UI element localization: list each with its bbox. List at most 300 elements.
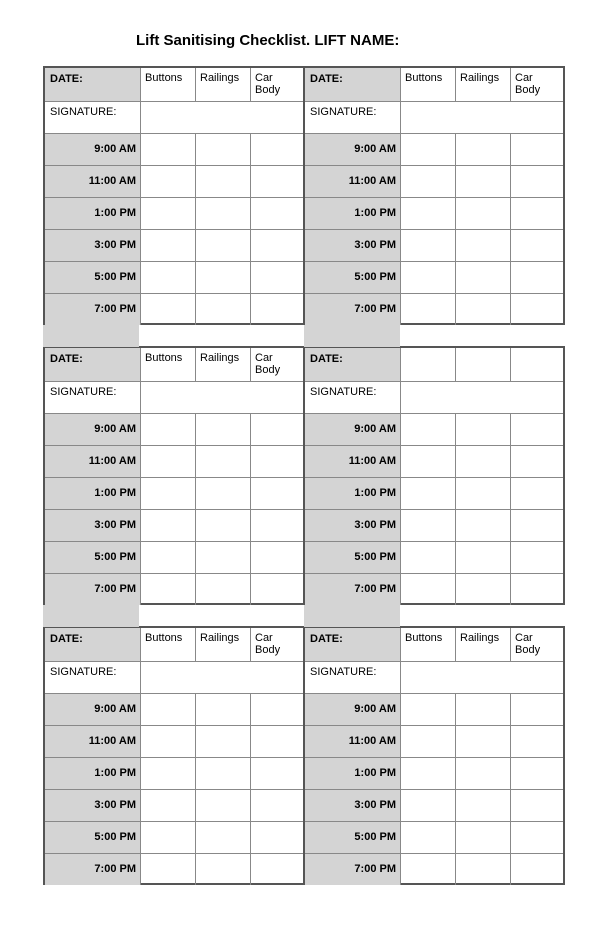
column-header-label: Railings [460, 632, 500, 644]
time-row [45, 478, 303, 510]
check-box-cell[interactable] [251, 758, 304, 789]
check-box-cell[interactable] [141, 574, 196, 605]
column-header-cell [196, 628, 251, 661]
checklist-table-left [43, 626, 304, 885]
check-box-cell[interactable] [251, 198, 304, 229]
time-cell [305, 198, 401, 229]
time-row [45, 198, 303, 230]
time-row [305, 854, 563, 885]
time-cell [45, 694, 141, 725]
time-row [305, 726, 563, 758]
check-box-cell[interactable] [401, 758, 456, 789]
time-cell [305, 854, 401, 885]
time-cell [45, 790, 141, 821]
date-label: DATE: [310, 73, 343, 85]
date-cell[interactable] [305, 348, 401, 381]
check-box-cell[interactable] [511, 414, 564, 445]
checklist-block [43, 626, 565, 885]
column-header-cell [401, 348, 456, 381]
column-header-label: Buttons [405, 632, 443, 644]
check-box-cell[interactable] [196, 414, 251, 445]
time-row [45, 134, 303, 166]
check-box-cell[interactable] [251, 854, 304, 885]
time-label: 11:00 AM [88, 735, 136, 747]
check-box-cell[interactable] [511, 166, 564, 197]
signature-label: SIGNATURE: [310, 666, 377, 678]
page-title: Lift Sanitising Checklist. LIFT NAME: [136, 32, 400, 49]
check-box-cell[interactable] [196, 294, 251, 325]
time-row [305, 166, 563, 198]
signature-cell [45, 102, 141, 133]
date-cell[interactable] [305, 628, 401, 661]
check-box-cell[interactable] [511, 822, 564, 853]
time-label: 5:00 PM [94, 271, 136, 283]
check-box-cell[interactable] [456, 790, 511, 821]
check-box-cell[interactable] [196, 822, 251, 853]
check-box-cell[interactable] [456, 230, 511, 261]
time-row [45, 230, 303, 262]
time-label: 11:00 AM [348, 175, 396, 187]
check-box-cell[interactable] [141, 694, 196, 725]
signature-field[interactable] [401, 382, 564, 413]
time-cell [305, 822, 401, 853]
check-box-cell[interactable] [141, 510, 196, 541]
time-row [305, 294, 563, 325]
column-header-label: Car Body [255, 72, 281, 96]
checklist-table-left [43, 66, 304, 325]
time-cell [45, 478, 141, 509]
check-box-cell[interactable] [511, 478, 564, 509]
time-row [305, 134, 563, 166]
check-box-cell[interactable] [511, 198, 564, 229]
header-row [45, 628, 303, 662]
signature-row [305, 382, 563, 414]
check-box-cell[interactable] [401, 262, 456, 293]
time-label: 5:00 PM [354, 831, 396, 843]
check-box-cell[interactable] [251, 542, 304, 573]
date-label: DATE: [310, 353, 343, 365]
time-cell [305, 510, 401, 541]
check-box-cell[interactable] [401, 478, 456, 509]
checklist-block [43, 66, 565, 325]
time-row [45, 414, 303, 446]
signature-cell [305, 102, 401, 133]
column-header-label: Car Body [255, 632, 281, 656]
spacer-strip [43, 605, 139, 627]
time-cell [305, 758, 401, 789]
time-label: 9:00 AM [94, 703, 136, 715]
time-label: 9:00 AM [354, 703, 396, 715]
signature-field[interactable] [401, 662, 564, 693]
time-label: 11:00 AM [348, 735, 396, 747]
time-label: 3:00 PM [94, 799, 136, 811]
header-row [305, 348, 563, 382]
time-label: 5:00 PM [94, 831, 136, 843]
column-header-cell [196, 348, 251, 381]
check-box-cell[interactable] [251, 166, 304, 197]
check-box-cell[interactable] [251, 694, 304, 725]
time-row [45, 510, 303, 542]
check-box-cell[interactable] [511, 294, 564, 325]
time-row [45, 790, 303, 822]
time-label: 5:00 PM [94, 551, 136, 563]
time-cell [45, 726, 141, 757]
check-box-cell[interactable] [511, 510, 564, 541]
time-row [305, 758, 563, 790]
time-row [305, 414, 563, 446]
time-label: 9:00 AM [354, 423, 396, 435]
check-box-cell[interactable] [196, 166, 251, 197]
check-box-cell[interactable] [456, 822, 511, 853]
time-label: 1:00 PM [354, 767, 396, 779]
signature-label: SIGNATURE: [310, 386, 377, 398]
time-row [45, 822, 303, 854]
check-box-cell[interactable] [251, 230, 304, 261]
time-label: 7:00 PM [354, 583, 396, 595]
time-cell [45, 198, 141, 229]
check-box-cell[interactable] [141, 198, 196, 229]
date-label: DATE: [310, 633, 343, 645]
date-label: DATE: [50, 73, 83, 85]
check-box-cell[interactable] [511, 446, 564, 477]
time-row [305, 198, 563, 230]
signature-field[interactable] [141, 382, 304, 413]
column-header-cell [511, 348, 564, 381]
check-box-cell[interactable] [141, 166, 196, 197]
check-box-cell[interactable] [511, 574, 564, 605]
time-label: 3:00 PM [94, 239, 136, 251]
header-row [45, 348, 303, 382]
check-box-cell[interactable] [251, 822, 304, 853]
column-header-cell [141, 348, 196, 381]
check-box-cell[interactable] [196, 198, 251, 229]
check-box-cell[interactable] [196, 510, 251, 541]
check-box-cell[interactable] [511, 134, 564, 165]
check-box-cell[interactable] [456, 198, 511, 229]
check-box-cell[interactable] [456, 726, 511, 757]
time-cell [305, 446, 401, 477]
time-cell [305, 230, 401, 261]
time-row [305, 822, 563, 854]
time-label: 3:00 PM [94, 519, 136, 531]
time-row [45, 694, 303, 726]
check-box-cell[interactable] [251, 446, 304, 477]
column-header-cell [251, 348, 304, 381]
signature-cell [305, 382, 401, 413]
time-label: 7:00 PM [94, 863, 136, 875]
time-cell [45, 414, 141, 445]
signature-cell [45, 382, 141, 413]
time-label: 1:00 PM [94, 487, 136, 499]
time-label: 9:00 AM [354, 143, 396, 155]
column-header-label: Railings [460, 72, 500, 84]
time-cell [45, 446, 141, 477]
signature-row [45, 662, 303, 694]
time-label: 5:00 PM [354, 271, 396, 283]
column-header-label: Buttons [145, 352, 183, 364]
checklist-table-left [43, 346, 304, 605]
check-box-cell[interactable] [401, 574, 456, 605]
check-box-cell[interactable] [401, 694, 456, 725]
time-label: 1:00 PM [354, 207, 396, 219]
check-box-cell[interactable] [141, 446, 196, 477]
time-cell [45, 134, 141, 165]
check-box-cell[interactable] [511, 854, 564, 885]
spacer-strip [304, 325, 400, 347]
check-box-cell[interactable] [456, 478, 511, 509]
check-box-cell[interactable] [401, 446, 456, 477]
check-box-cell[interactable] [251, 414, 304, 445]
time-label: 11:00 AM [88, 175, 136, 187]
time-label: 7:00 PM [94, 583, 136, 595]
check-box-cell[interactable] [401, 542, 456, 573]
check-box-cell[interactable] [251, 478, 304, 509]
check-box-cell[interactable] [401, 510, 456, 541]
check-box-cell[interactable] [251, 510, 304, 541]
column-header-cell [456, 348, 511, 381]
check-box-cell[interactable] [456, 574, 511, 605]
time-cell [305, 134, 401, 165]
column-header-label: Buttons [145, 632, 183, 644]
time-row [305, 790, 563, 822]
signature-label: SIGNATURE: [50, 386, 117, 398]
column-header-label: Car Body [515, 632, 541, 656]
time-row [45, 854, 303, 885]
signature-label: SIGNATURE: [310, 106, 377, 118]
check-box-cell[interactable] [511, 542, 564, 573]
check-box-cell[interactable] [196, 854, 251, 885]
check-box-cell[interactable] [401, 790, 456, 821]
check-box-cell[interactable] [401, 414, 456, 445]
checklist-table-right [304, 626, 565, 885]
check-box-cell[interactable] [456, 294, 511, 325]
check-box-cell[interactable] [251, 574, 304, 605]
time-label: 3:00 PM [354, 239, 396, 251]
check-box-cell[interactable] [141, 790, 196, 821]
check-box-cell[interactable] [456, 510, 511, 541]
time-row [305, 262, 563, 294]
check-box-cell[interactable] [456, 854, 511, 885]
time-row [305, 478, 563, 510]
column-header-cell [511, 628, 564, 661]
time-cell [305, 574, 401, 605]
time-label: 7:00 PM [354, 863, 396, 875]
time-label: 3:00 PM [354, 799, 396, 811]
check-box-cell[interactable] [141, 726, 196, 757]
column-header-label: Railings [200, 72, 240, 84]
column-header-cell [401, 68, 456, 101]
time-label: 7:00 PM [94, 303, 136, 315]
check-box-cell[interactable] [141, 854, 196, 885]
header-row [305, 68, 563, 102]
time-cell [305, 694, 401, 725]
time-cell [45, 822, 141, 853]
time-row [45, 758, 303, 790]
check-box-cell[interactable] [141, 134, 196, 165]
column-header-label: Railings [200, 352, 240, 364]
check-box-cell[interactable] [511, 262, 564, 293]
check-box-cell[interactable] [456, 758, 511, 789]
date-cell[interactable] [45, 348, 141, 381]
check-box-cell[interactable] [141, 294, 196, 325]
time-cell [45, 510, 141, 541]
check-box-cell[interactable] [401, 726, 456, 757]
time-label: 9:00 AM [94, 423, 136, 435]
time-row [305, 542, 563, 574]
signature-label: SIGNATURE: [50, 106, 117, 118]
header-row [305, 628, 563, 662]
check-box-cell[interactable] [401, 134, 456, 165]
check-box-cell[interactable] [196, 694, 251, 725]
header-row [45, 68, 303, 102]
check-box-cell[interactable] [196, 262, 251, 293]
time-row [305, 574, 563, 605]
column-header-cell [251, 628, 304, 661]
column-header-cell [251, 68, 304, 101]
time-cell [305, 414, 401, 445]
time-label: 7:00 PM [354, 303, 396, 315]
time-row [305, 446, 563, 478]
checklist-table-right [304, 66, 565, 325]
column-header-label: Buttons [145, 72, 183, 84]
column-header-cell [456, 628, 511, 661]
column-header-cell [141, 628, 196, 661]
time-label: 1:00 PM [354, 487, 396, 499]
time-cell [45, 854, 141, 885]
date-cell[interactable] [45, 628, 141, 661]
signature-row [305, 102, 563, 134]
check-box-cell[interactable] [196, 726, 251, 757]
signature-cell [45, 662, 141, 693]
check-box-cell[interactable] [456, 414, 511, 445]
time-cell [45, 294, 141, 325]
column-header-label: Buttons [405, 72, 443, 84]
check-box-cell[interactable] [511, 758, 564, 789]
check-box-cell[interactable] [196, 574, 251, 605]
time-cell [45, 542, 141, 573]
time-cell [305, 726, 401, 757]
time-cell [45, 574, 141, 605]
signature-field[interactable] [141, 102, 304, 133]
check-box-cell[interactable] [196, 230, 251, 261]
check-box-cell[interactable] [511, 694, 564, 725]
time-row [45, 574, 303, 605]
check-box-cell[interactable] [401, 854, 456, 885]
time-row [45, 542, 303, 574]
check-box-cell[interactable] [251, 726, 304, 757]
time-cell [45, 262, 141, 293]
check-box-cell[interactable] [196, 134, 251, 165]
time-label: 5:00 PM [354, 551, 396, 563]
check-box-cell[interactable] [141, 822, 196, 853]
signature-row [45, 382, 303, 414]
spacer-strip [304, 605, 400, 627]
time-row [45, 166, 303, 198]
time-cell [45, 230, 141, 261]
time-cell [305, 294, 401, 325]
check-box-cell[interactable] [196, 478, 251, 509]
signature-cell [305, 662, 401, 693]
check-box-cell[interactable] [511, 230, 564, 261]
check-box-cell[interactable] [456, 262, 511, 293]
check-box-cell[interactable] [401, 166, 456, 197]
signature-label: SIGNATURE: [50, 666, 117, 678]
time-label: 1:00 PM [94, 207, 136, 219]
time-row [45, 446, 303, 478]
time-cell [305, 790, 401, 821]
column-header-cell [141, 68, 196, 101]
check-box-cell[interactable] [401, 294, 456, 325]
time-label: 3:00 PM [354, 519, 396, 531]
check-box-cell[interactable] [141, 262, 196, 293]
column-header-cell [456, 68, 511, 101]
column-header-label: Car Body [515, 72, 541, 96]
time-cell [305, 542, 401, 573]
check-box-cell[interactable] [251, 134, 304, 165]
time-cell [45, 758, 141, 789]
column-header-label: Car Body [255, 352, 281, 376]
time-cell [305, 478, 401, 509]
check-box-cell[interactable] [401, 822, 456, 853]
time-row [305, 230, 563, 262]
checklist-table-right [304, 346, 565, 605]
check-box-cell[interactable] [251, 790, 304, 821]
check-box-cell[interactable] [141, 414, 196, 445]
check-box-cell[interactable] [456, 166, 511, 197]
check-box-cell[interactable] [401, 230, 456, 261]
column-header-cell [511, 68, 564, 101]
check-box-cell[interactable] [401, 198, 456, 229]
date-cell[interactable] [305, 68, 401, 101]
signature-field[interactable] [401, 102, 564, 133]
spacer-strip [43, 325, 139, 347]
check-box-cell[interactable] [511, 790, 564, 821]
check-box-cell[interactable] [196, 758, 251, 789]
time-cell [305, 166, 401, 197]
time-row [305, 694, 563, 726]
check-box-cell[interactable] [456, 694, 511, 725]
check-box-cell[interactable] [196, 446, 251, 477]
date-label: DATE: [50, 633, 83, 645]
date-cell[interactable] [45, 68, 141, 101]
check-box-cell[interactable] [141, 230, 196, 261]
check-box-cell[interactable] [141, 542, 196, 573]
column-header-label: Railings [200, 632, 240, 644]
signature-row [305, 662, 563, 694]
check-box-cell[interactable] [456, 134, 511, 165]
check-box-cell[interactable] [511, 726, 564, 757]
checklist-block [43, 346, 565, 605]
check-box-cell[interactable] [251, 262, 304, 293]
check-box-cell[interactable] [456, 542, 511, 573]
signature-field[interactable] [141, 662, 304, 693]
check-box-cell[interactable] [196, 542, 251, 573]
time-label: 11:00 AM [348, 455, 396, 467]
check-box-cell[interactable] [196, 790, 251, 821]
time-label: 11:00 AM [88, 455, 136, 467]
check-box-cell[interactable] [141, 758, 196, 789]
check-box-cell[interactable] [456, 446, 511, 477]
check-box-cell[interactable] [251, 294, 304, 325]
time-row [45, 294, 303, 325]
time-row [45, 262, 303, 294]
check-box-cell[interactable] [141, 478, 196, 509]
time-cell [305, 262, 401, 293]
time-row [45, 726, 303, 758]
time-row [305, 510, 563, 542]
column-header-cell [401, 628, 456, 661]
column-header-cell [196, 68, 251, 101]
